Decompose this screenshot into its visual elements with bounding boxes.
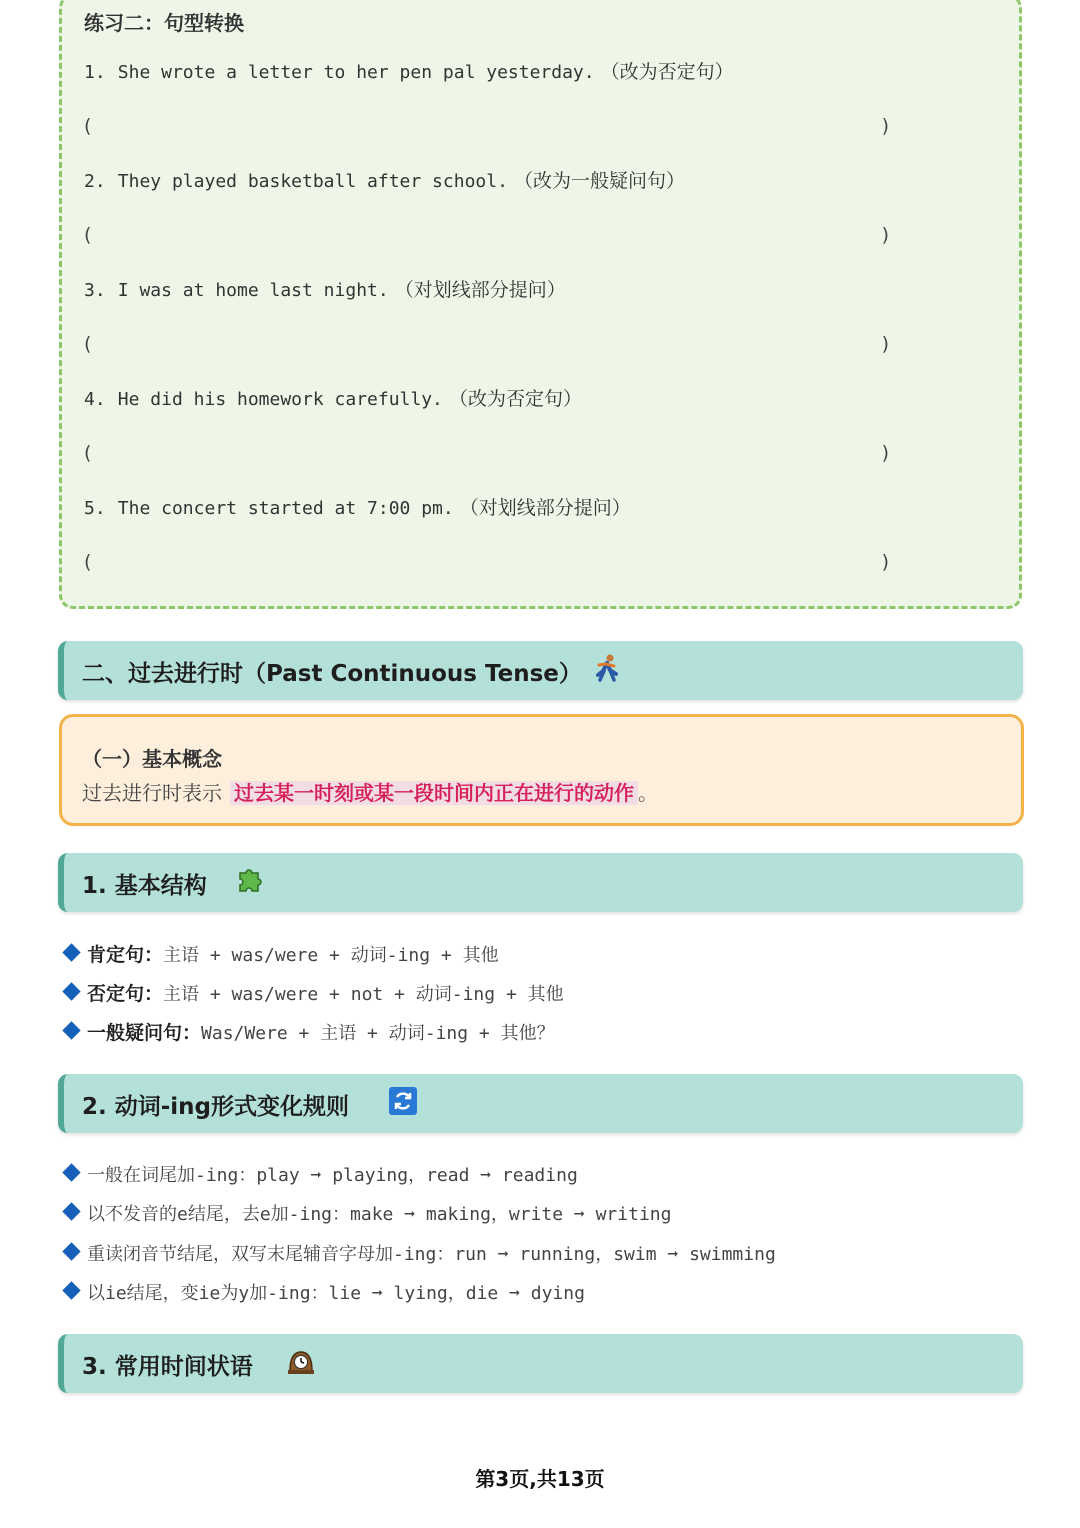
exercise-title: 练习二：句型转换 xyxy=(84,11,244,35)
question-1: 1. She wrote a letter to her pen pal yesterday. （改为否定句） xyxy=(84,61,734,83)
diamond-bullet-icon xyxy=(62,982,80,1000)
structure-item-question: 一般疑问句：Was/Were + 主语 + 动词-ing + 其他？ xyxy=(62,1018,555,1045)
section-header-ing-rules xyxy=(58,1074,1023,1133)
concept-box xyxy=(59,714,1024,826)
section-header-structure xyxy=(58,853,1023,912)
mantelpiece-clock-icon xyxy=(286,1346,316,1376)
ing-rule-2: 以不发音的e结尾，去e加-ing：make ➞ making，write ➞ writing xyxy=(62,1200,671,1226)
answer-line-1[interactable]: ( ) xyxy=(84,115,889,137)
ing-rule-4: 以ie结尾，变ie为y加-ing：lie ➞ lying，die ➞ dying xyxy=(62,1279,585,1305)
ing-rule-3: 重读闭音节结尾，双写末尾辅音字母加-ing：run ➞ running，swim ➞ swimming xyxy=(62,1240,776,1266)
section-header-past-continuous xyxy=(58,641,1023,700)
question-3: 3. I was at home last night. （对划线部分提问） xyxy=(84,279,566,301)
concept-subtitle: （一）基本概念 xyxy=(82,747,222,771)
exercise-box xyxy=(59,0,1022,609)
diamond-bullet-icon xyxy=(62,1281,80,1299)
question-5: 5. The concert started at 7:00 pm. （对划线部分提问） xyxy=(84,497,631,519)
answer-line-5[interactable]: ( ) xyxy=(84,551,889,573)
question-4: 4. He did his homework carefully. （改为否定句） xyxy=(84,388,582,410)
diamond-bullet-icon xyxy=(62,943,80,961)
answer-line-3[interactable]: ( ) xyxy=(84,333,889,355)
running-person-icon xyxy=(592,653,622,683)
structure-item-affirmative: 肯定句：主语 + was/were + 动词-ing + 其他 xyxy=(62,940,499,967)
answer-line-4[interactable]: ( ) xyxy=(84,442,889,464)
diamond-bullet-icon xyxy=(62,1021,80,1039)
refresh-icon xyxy=(388,1086,418,1116)
time-adverbs-title: 3. 常用时间状语 xyxy=(82,1354,253,1380)
structure-item-negative: 否定句：主语 + was/were + not + 动词-ing + 其他 xyxy=(62,979,564,1006)
concept-description: 过去进行时表示 过去某一时刻或某一段时间内正在进行的动作 。 xyxy=(82,781,658,805)
diamond-bullet-icon xyxy=(62,1202,80,1220)
page-number: 第3页,共13页 xyxy=(475,1467,605,1491)
diamond-bullet-icon xyxy=(62,1163,80,1181)
puzzle-piece-icon xyxy=(234,865,264,895)
section-title: 二、过去进行时（Past Continuous Tense） xyxy=(82,661,582,687)
ing-rules-title: 2. 动词-ing形式变化规则 xyxy=(82,1094,350,1120)
concept-highlight: 过去某一时刻或某一段时间内正在进行的动作 xyxy=(230,781,638,805)
answer-line-2[interactable]: ( ) xyxy=(84,224,889,246)
ing-rule-1: 一般在词尾加-ing：play ➞ playing，read ➞ reading xyxy=(62,1161,578,1187)
section-header-time-adverbs xyxy=(58,1334,1023,1393)
diamond-bullet-icon xyxy=(62,1242,80,1260)
question-2: 2. They played basketball after school. （改为一般疑问句） xyxy=(84,170,685,192)
structure-title: 1. 基本结构 xyxy=(82,873,207,899)
